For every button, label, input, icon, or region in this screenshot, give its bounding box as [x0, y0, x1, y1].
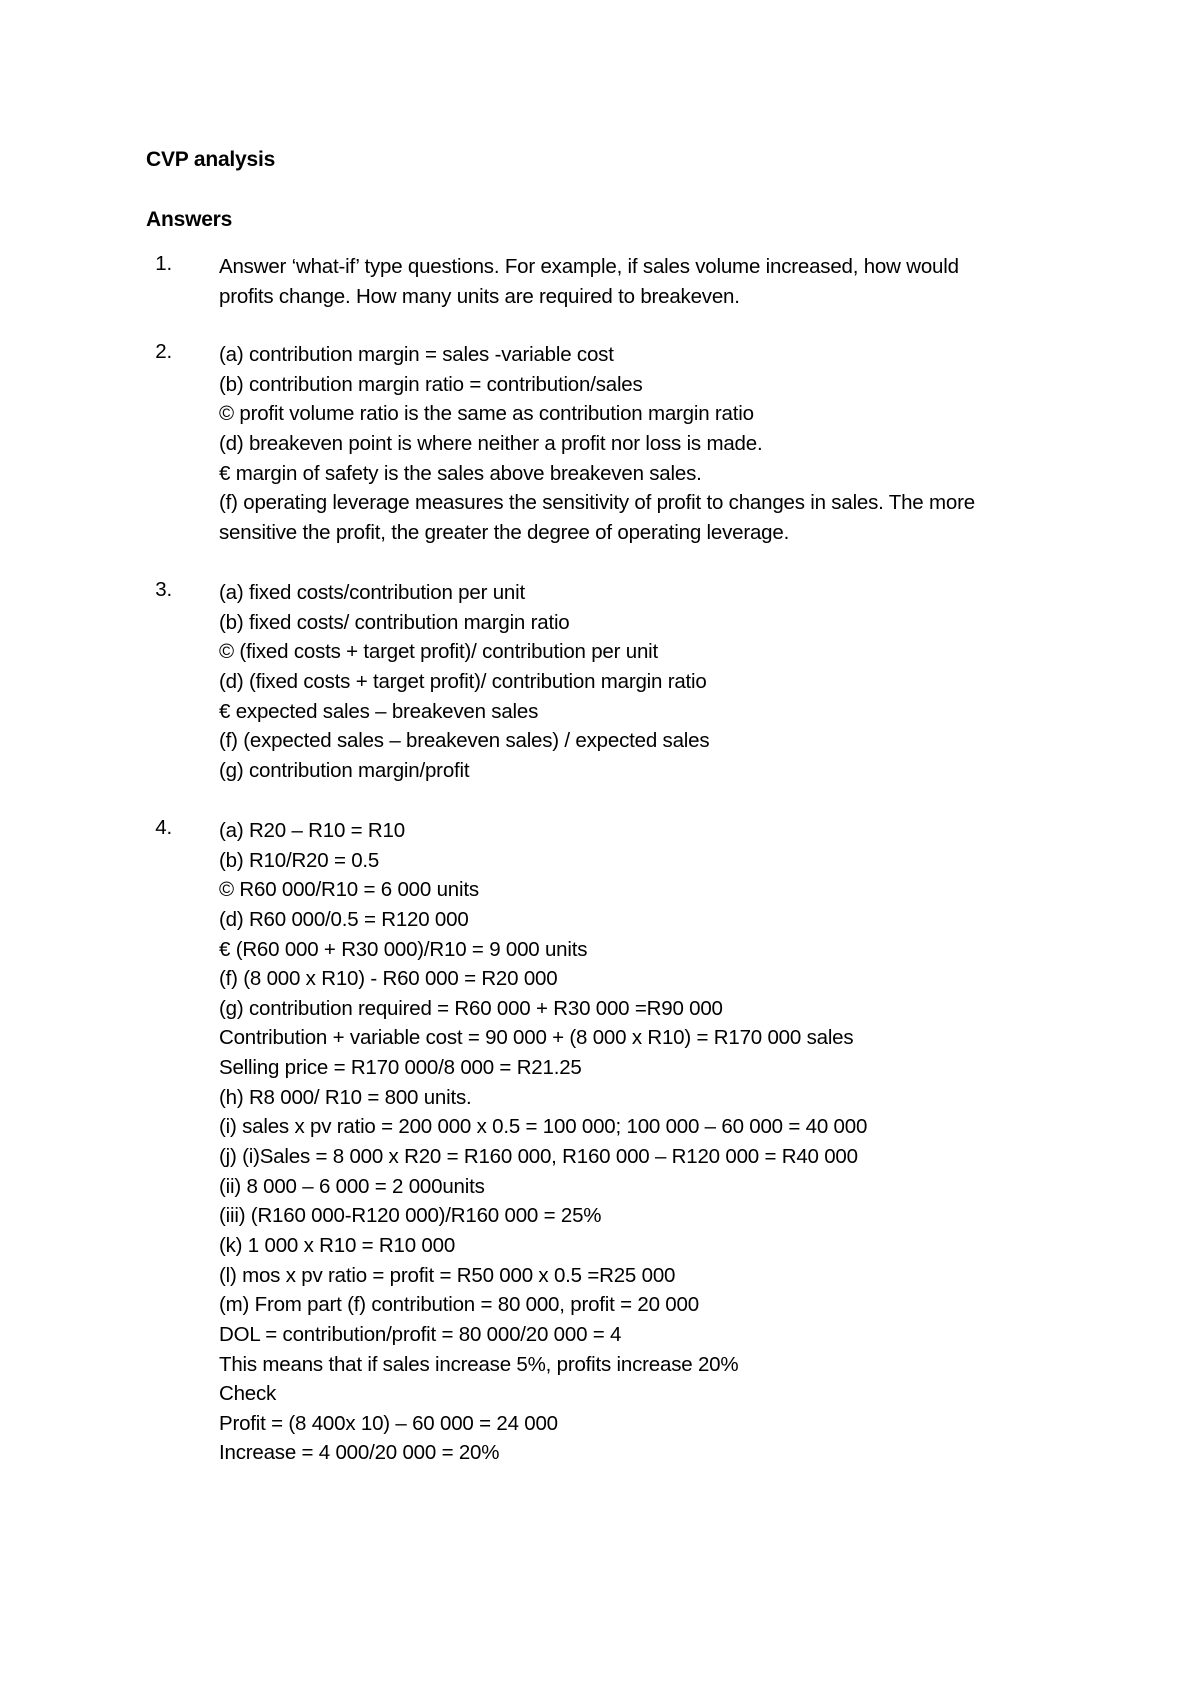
document-title: CVP analysis — [146, 148, 276, 171]
answer-line: (f) (expected sales – breakeven sales) / expected sales — [219, 729, 710, 753]
item-number: 3. — [155, 578, 172, 601]
answer-line: Answer ‘what-if’ type questions. For example, if sales volume increased, how would — [219, 255, 959, 278]
answer-line: (i) sales x pv ratio = 200 000 x 0.5 = 100 000; 100 000 – 60 000 = 40 000 — [219, 1115, 868, 1139]
answer-line: (iii) (R160 000-R120 000)/R160 000 = 25% — [219, 1204, 602, 1228]
answer-line: (b) contribution margin ratio = contribution/sales — [219, 372, 643, 396]
answer-line: This means that if sales increase 5%, profits increase 20% — [219, 1352, 739, 1376]
answer-line: Contribution + variable cost = 90 000 + (8 000 x R10) = R170 000 sales — [219, 1026, 854, 1050]
item-number: 2. — [155, 340, 172, 363]
answer-line: Increase = 4 000/20 000 = 20% — [219, 1441, 500, 1465]
answer-line: (b) fixed costs/ contribution margin ratio — [219, 610, 570, 634]
answer-line: (a) fixed costs/contribution per unit — [219, 581, 525, 604]
answer-line: (f) operating leverage measures the sensitivity of profit to changes in sales. The more — [219, 491, 975, 515]
answer-line: € expected sales – breakeven sales — [219, 699, 539, 723]
answer-line: © R60 000/R10 = 6 000 units — [219, 878, 479, 902]
answer-line: (k) 1 000 x R10 = R10 000 — [219, 1233, 456, 1257]
answer-item-1 — [146, 252, 1106, 311]
answer-line: (j) (i)Sales = 8 000 x R20 = R160 000, R160 000 – R120 000 = R40 000 — [219, 1145, 858, 1169]
answer-line: (d) (fixed costs + target profit)/ contribution margin ratio — [219, 669, 707, 693]
answer-line: DOL = contribution/profit = 80 000/20 000 = 4 — [219, 1322, 622, 1346]
answer-line: (b) R10/R20 = 0.5 — [219, 848, 380, 872]
item-number: 1. — [155, 252, 172, 275]
answer-line: (f) (8 000 x R10) - R60 000 = R20 000 — [219, 967, 558, 991]
answer-line: € margin of safety is the sales above breakeven sales. — [219, 461, 702, 485]
item-number: 4. — [155, 816, 172, 839]
answer-line: profits change. How many units are required to breakeven. — [219, 284, 740, 308]
answer-lines — [219, 578, 1106, 785]
answer-lines — [219, 816, 1106, 1468]
answer-line: € (R60 000 + R30 000)/R10 = 9 000 units — [219, 937, 588, 961]
answer-line: (d) breakeven point is where neither a profit nor loss is made. — [219, 431, 763, 455]
answer-line: © profit volume ratio is the same as contribution margin ratio — [219, 402, 754, 426]
answer-line: Check — [219, 1382, 277, 1406]
answer-item-3 — [146, 578, 1106, 785]
answer-line: (m) From part (f) contribution = 80 000, profit = 20 000 — [219, 1293, 699, 1317]
answer-line: (ii) 8 000 – 6 000 = 2 000units — [219, 1174, 485, 1198]
answer-line: (d) R60 000/0.5 = R120 000 — [219, 907, 469, 931]
answer-line: Profit = (8 400x 10) – 60 000 = 24 000 — [219, 1411, 558, 1435]
answer-lines — [219, 340, 1106, 547]
answer-line: (g) contribution margin/profit — [219, 758, 470, 782]
answer-lines — [219, 252, 1106, 311]
answer-line: (a) R20 – R10 = R10 — [219, 819, 405, 842]
answer-item-2 — [146, 340, 1106, 547]
answer-item-4 — [146, 816, 1106, 1468]
answer-line: sensitive the profit, the greater the degree of operating leverage. — [219, 520, 790, 544]
answer-line: (g) contribution required = R60 000 + R30 000 =R90 000 — [219, 996, 723, 1020]
answer-line: (h) R8 000/ R10 = 800 units. — [219, 1085, 472, 1109]
answer-line: Selling price = R170 000/8 000 = R21.25 — [219, 1056, 582, 1080]
answer-line: (l) mos x pv ratio = profit = R50 000 x 0.5 =R25 000 — [219, 1263, 676, 1287]
answer-line: © (fixed costs + target profit)/ contribution per unit — [219, 640, 658, 664]
answer-line: (a) contribution margin = sales -variable cost — [219, 343, 614, 366]
answers-heading: Answers — [146, 208, 233, 231]
